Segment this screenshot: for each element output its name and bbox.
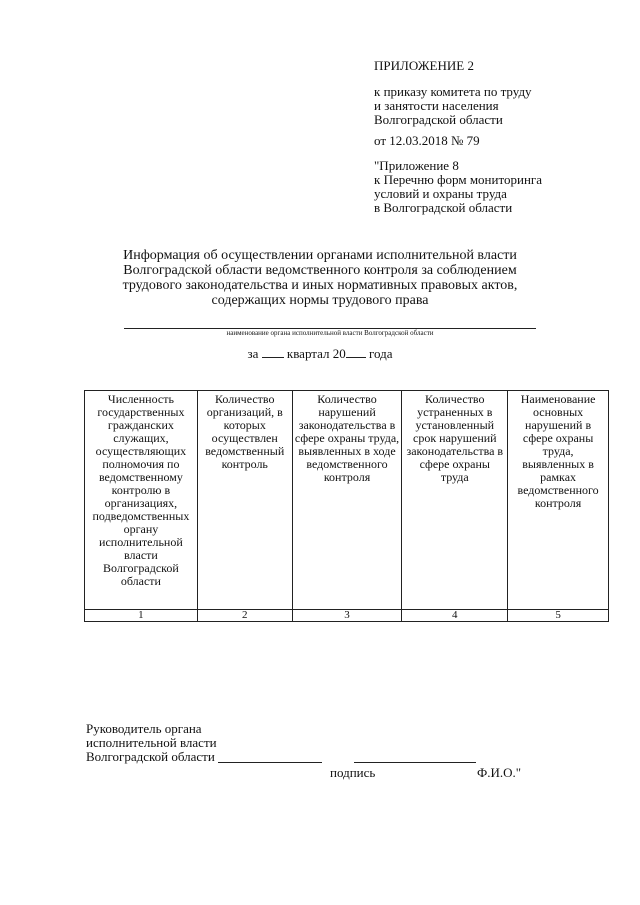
annex-ref-line: "Приложение 8 <box>374 158 459 173</box>
quarter-blank <box>262 346 284 358</box>
signatory-line: исполнительной власти <box>86 735 217 750</box>
order-reference <box>374 85 614 127</box>
column-number: 5 <box>508 610 609 622</box>
order-ref-line: Волгоградской области <box>374 112 503 127</box>
period-prefix: за <box>247 346 259 361</box>
column-number: 2 <box>197 610 292 622</box>
annex-ref-line: в Волгоградской области <box>374 200 513 215</box>
full-name-line <box>354 762 476 763</box>
period-suffix: года <box>368 346 393 361</box>
column-header: Наименование основных нарушений в сфере охраны труда, выявленных в рамках ведомственного контроля <box>508 391 609 610</box>
signature-label: подпись <box>330 765 376 780</box>
column-number-row <box>85 610 609 622</box>
org-name-caption: наименование органа исполнительной власти Волгоградской области <box>226 329 434 337</box>
full-name-label: Ф.И.О." <box>477 765 522 780</box>
annex-reference <box>374 159 614 215</box>
heading-line: содержащих нормы трудового права <box>211 293 429 308</box>
column-number: 4 <box>402 610 508 622</box>
signatory-title <box>86 722 217 764</box>
heading-line: трудового законодательства и иных нормативных правовых актов, <box>122 278 518 293</box>
annex-ref-line: условий и охраны труда <box>374 186 507 201</box>
signatory-line: Волгоградской области <box>86 749 215 764</box>
document-heading <box>60 248 580 308</box>
column-header: Количество устраненных в установленный срок нарушений законодательства в сфере охраны труда <box>402 391 508 610</box>
order-ref-line: и занятости населения <box>374 98 499 113</box>
column-number: 1 <box>85 610 198 622</box>
signature-line <box>218 762 322 763</box>
year-blank <box>346 346 366 358</box>
signatory-line: Руководитель органа <box>86 721 202 736</box>
order-ref-line: к приказу комитета по труду <box>374 84 532 99</box>
order-date: от 12.03.2018 № 79 <box>374 133 480 148</box>
report-table <box>84 390 609 622</box>
table-header-row <box>85 391 609 610</box>
annex-ref-line: к Перечню форм мониторинга <box>374 172 542 187</box>
period-middle: квартал 20 <box>286 346 346 361</box>
column-number: 3 <box>292 610 402 622</box>
column-header: Численность государственных гражданских служащих, осуществляющих полномочия по ведомственному контролю в организациях, подведомственных органу исполнительной власти Волгоградской области <box>85 391 198 610</box>
column-header: Количество нарушений законодательства в сфере охраны труда, выявленных в ходе ведомственного контроля <box>292 391 402 610</box>
reporting-period <box>0 346 640 361</box>
heading-line: Информация об осуществлении органами исполнительной власти <box>123 248 517 263</box>
appendix-title: ПРИЛОЖЕНИЕ 2 <box>374 58 474 73</box>
heading-line: Волгоградской области ведомственного контроля за соблюдением <box>123 263 517 278</box>
column-header: Количество организаций, в которых осуществлен ведомственный контроль <box>197 391 292 610</box>
